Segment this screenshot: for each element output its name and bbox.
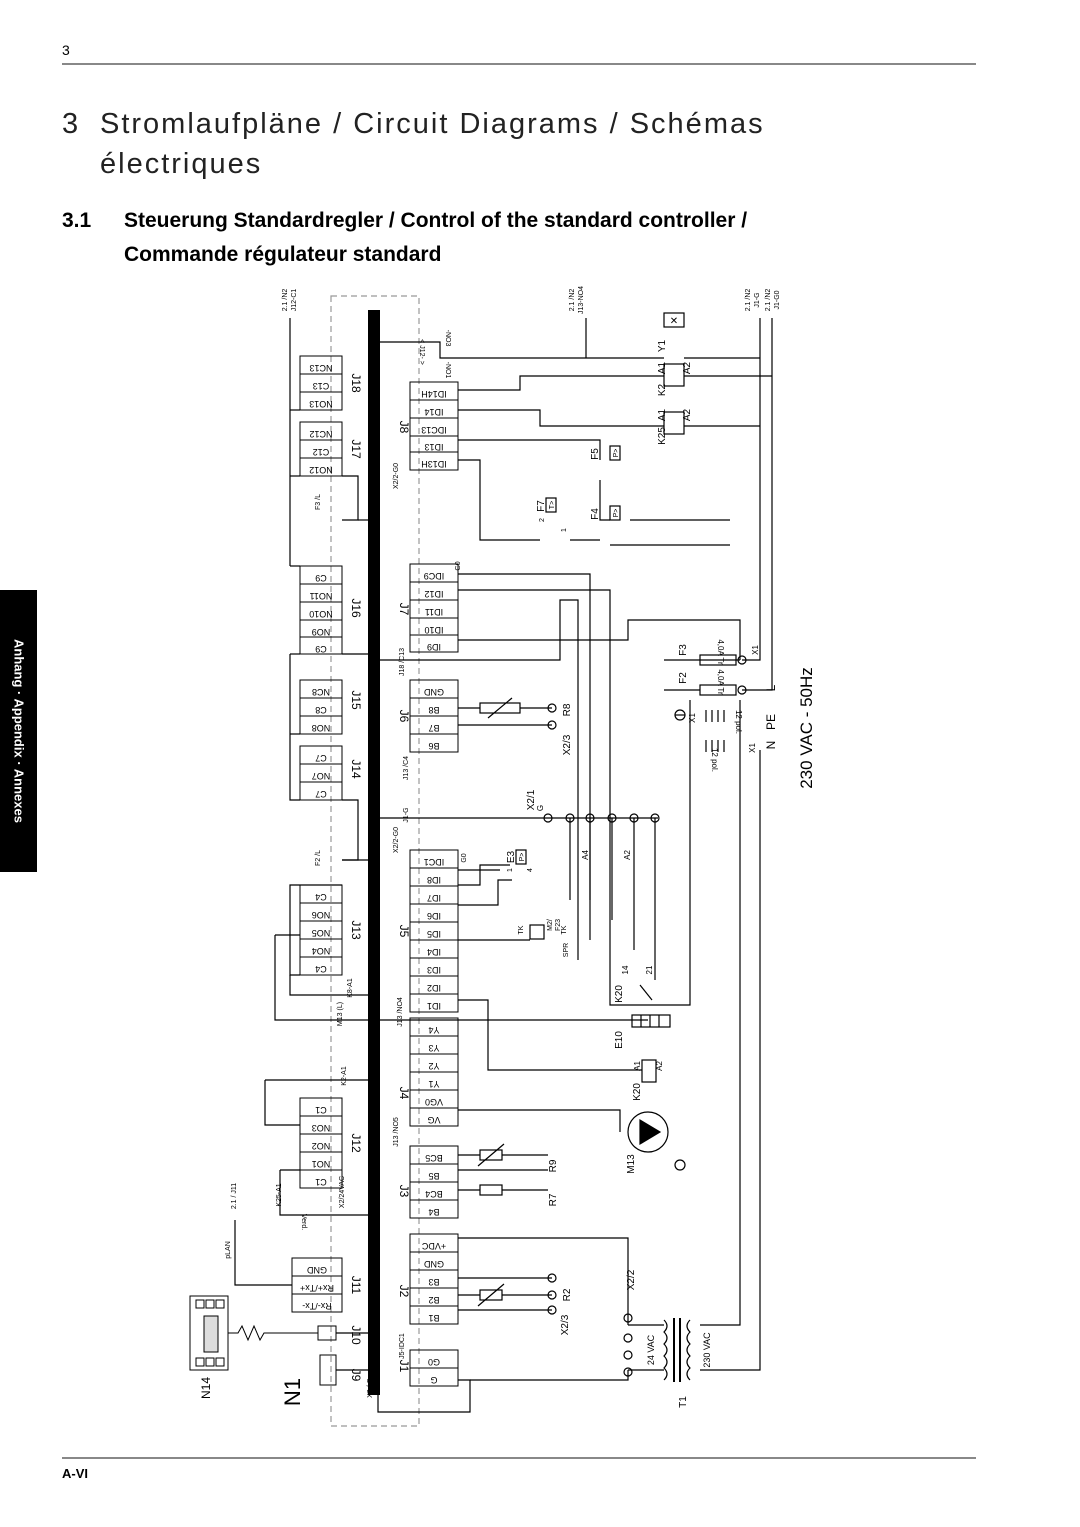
connector-label-j10: J10 — [349, 1325, 363, 1345]
connector-label-j14: J14 — [349, 759, 363, 779]
wire-label: Verd. — [300, 1213, 307, 1231]
component-label: T1 — [678, 1396, 689, 1408]
pin-label: NO9 — [311, 627, 331, 637]
component-label: F23 — [555, 918, 562, 932]
component-label: TK — [518, 925, 525, 935]
page-number: 3 — [62, 42, 70, 58]
chapter-title-line1: Stromlaufpläne / Circuit Diagrams / Schémas — [100, 108, 765, 140]
relay-k20-coil — [642, 1060, 656, 1082]
component-label: X2/1 — [526, 789, 537, 811]
pin-label: Y1 — [428, 1079, 440, 1089]
component-label: P> — [519, 852, 526, 862]
component-label: TK — [561, 925, 568, 935]
wire-label: J13 /NO4 — [397, 997, 404, 1027]
component-label: M13 — [626, 1154, 637, 1174]
wire-label: J18 /C13 — [399, 647, 406, 677]
pin-label: NO8 — [311, 723, 331, 733]
component-label: Y1 — [657, 339, 668, 353]
component-label: SPR — [563, 942, 570, 958]
component-label: 230 VAC — [702, 1332, 712, 1368]
footer-rule — [62, 1457, 976, 1459]
connector-label-j9: J9 — [349, 1368, 363, 1382]
component-label: X2/3 — [560, 1314, 571, 1336]
wire-label: K2-A1 — [341, 1066, 348, 1086]
connector-label-j13: J13 — [349, 920, 363, 940]
wire-label: F2 /L — [315, 850, 322, 866]
pin-label: NO2 — [311, 1141, 331, 1151]
pin-label: NO11 — [309, 591, 333, 601]
component-label: M2/ — [547, 919, 554, 931]
wire-label: K25-A1 — [276, 1183, 283, 1207]
connector-label-j18: J18 — [349, 373, 363, 393]
wire-label: 2.1 /N2 — [569, 288, 576, 312]
connector-label-j1: J1 — [397, 1359, 411, 1373]
wire-label: -NO1 — [444, 361, 451, 379]
section-number: 3.1 — [62, 209, 92, 232]
pin-label: NO3 — [311, 1123, 331, 1133]
pin-label: ID4 — [426, 947, 442, 957]
pin-label: ID1 — [426, 1001, 442, 1011]
pin-label: GND — [424, 687, 444, 697]
component-label: 4,0A Tr — [716, 669, 725, 695]
component-label: K25 — [657, 427, 668, 445]
wire-label: M13 (L) — [337, 1001, 344, 1027]
connector-label-j15: J15 — [349, 690, 363, 710]
connector-label-j4: J4 — [397, 1086, 411, 1100]
wire-label: X2 / G — [367, 1378, 374, 1398]
pin-label: VG0 — [424, 1097, 444, 1107]
pin-label: Y4 — [428, 1025, 440, 1035]
component-label: 1 — [507, 868, 514, 872]
wire-label: X2/24VAC — [339, 1175, 346, 1209]
pin-label: C13 — [312, 381, 330, 391]
component-label: X2/3 — [562, 734, 573, 756]
pin-label: ID7 — [426, 893, 442, 903]
component-label: 21 — [645, 965, 654, 975]
component-label: L — [764, 684, 778, 692]
pin-label: B8 — [428, 705, 440, 715]
wire-label: G0 — [461, 853, 468, 863]
pin-label: C1 — [315, 1105, 327, 1115]
component-label: T> — [549, 500, 556, 510]
chapter-number: 3 — [62, 108, 81, 140]
component-label: P> — [613, 448, 620, 458]
component-label: A4 — [581, 850, 590, 860]
heater-e10 — [632, 1015, 670, 1027]
component-label: N — [764, 740, 778, 750]
component-label: 14 — [621, 965, 630, 975]
pin-label: +VDC — [421, 1241, 447, 1251]
component-label: 12 pol. — [710, 747, 719, 773]
chapter-title-line2: électriques — [100, 148, 263, 180]
component-label: R7 — [548, 1193, 559, 1207]
pin-label: NO4 — [311, 946, 331, 956]
component-label: X2/2 — [626, 1269, 637, 1291]
pin-label: ID14 — [424, 407, 444, 417]
component-label: P> — [613, 508, 620, 518]
pin-label: NO1 — [311, 1159, 331, 1169]
wire-label: J13-NO4 — [578, 285, 585, 315]
pin-label: NO7 — [311, 771, 331, 781]
connector-label-j8: J8 — [397, 420, 411, 434]
wire-label: 2.1 / J11 — [231, 1182, 238, 1210]
component-label: R2 — [562, 1288, 573, 1302]
component-label: A2 — [682, 408, 693, 422]
component-label: F4 — [590, 508, 601, 520]
pin-label: C4 — [315, 964, 327, 974]
pin-label: B6 — [428, 741, 440, 751]
wire-label: J1-G — [754, 292, 761, 308]
pin-label: GND — [307, 1265, 327, 1275]
component-label: E3 — [506, 850, 517, 864]
pin-label: ID13 — [424, 442, 444, 452]
component-label: A2 — [623, 850, 632, 860]
pin-label: NC12 — [309, 429, 333, 439]
component-label: A1 — [657, 408, 668, 422]
pin-label: C8 — [315, 705, 327, 715]
pin-label: C12 — [312, 447, 330, 457]
component-label: A1 — [633, 1061, 642, 1071]
pin-label: B1 — [428, 1313, 440, 1323]
wire-label: J1-G — [403, 807, 410, 823]
pin-label: NO13 — [309, 399, 333, 409]
pin-label: ID6 — [426, 911, 442, 921]
wire-label: J13 /NO5 — [393, 1117, 400, 1147]
component-label: A1 — [657, 361, 668, 375]
footer-page-code: A-VI — [62, 1466, 88, 1481]
connector-label-j5: J5 — [397, 924, 411, 938]
component-label: R9 — [548, 1159, 559, 1173]
pin-label: NC13 — [309, 363, 333, 373]
pin-label: Rx-/Tx- — [302, 1301, 332, 1311]
wire-label: X2/2-G0 — [393, 826, 400, 854]
controller-label-n1: N1 — [280, 1377, 305, 1407]
wire-label: -NO3 — [444, 329, 451, 347]
component-label: K20 — [614, 985, 625, 1003]
pin-label: GND — [424, 1259, 444, 1269]
resistor-r7 — [480, 1185, 502, 1195]
pin-label: VG — [427, 1115, 441, 1125]
connector-label-j3: J3 — [397, 1184, 411, 1198]
pin-label: NO6 — [311, 910, 331, 920]
pin-label: ID12 — [424, 589, 444, 599]
controller-bus — [368, 310, 380, 1395]
connector-label-j7: J7 — [397, 602, 411, 616]
pin-label: C9 — [315, 573, 327, 583]
wire-label: F3 /L — [315, 494, 322, 510]
pin-label: ID9 — [426, 642, 442, 652]
pin-label: B5 — [428, 1171, 440, 1181]
pin-label: C7 — [315, 753, 327, 763]
pin-label: G — [430, 1375, 438, 1385]
pin-label: Y2 — [428, 1061, 440, 1071]
pin-label: ID13H — [421, 459, 447, 469]
pin-label: C1 — [315, 1177, 327, 1187]
pin-label: BC5 — [425, 1153, 443, 1163]
component-label: K20 — [632, 1083, 643, 1101]
pin-label: Y3 — [428, 1043, 440, 1053]
pin-label: C4 — [315, 892, 327, 902]
component-label: X1 — [751, 645, 760, 655]
pin-label: B2 — [428, 1295, 440, 1305]
component-label: 4 — [527, 868, 534, 872]
component-label: E10 — [614, 1031, 625, 1049]
pin-label: ID8 — [426, 875, 442, 885]
wire-label: J5-IDC1 — [399, 1333, 406, 1359]
wire-label: 2.1 /N2 — [282, 288, 289, 312]
component-label: F2 — [678, 672, 689, 684]
wire-label: J1-G0 — [774, 290, 781, 310]
component-label: K2 — [657, 383, 668, 397]
pin-label: ID10 — [424, 625, 444, 635]
component-label: 2 — [539, 518, 546, 522]
connector-label-j2: J2 — [397, 1284, 411, 1298]
component-label: X1 — [748, 743, 757, 753]
connector-label-j17: J17 — [349, 439, 363, 459]
pin-label: NO10 — [309, 609, 333, 619]
pin-label: B3 — [428, 1277, 440, 1287]
pin-label: ID5 — [426, 929, 442, 939]
pin-label: IDC1 — [423, 857, 445, 867]
component-label: F5 — [590, 448, 601, 460]
pin-label: ID3 — [426, 965, 442, 975]
pin-label: B4 — [428, 1207, 440, 1217]
pin-label: NC8 — [311, 687, 331, 697]
pin-label: NO12 — [309, 465, 333, 475]
transformer-t1 — [664, 1320, 667, 1380]
component-label: PE — [764, 713, 778, 731]
pin-label: ID11 — [424, 607, 444, 617]
wire-label: J12-C1 — [291, 288, 298, 312]
component-label: 1 — [561, 528, 568, 532]
wire-label: K8-A1 — [347, 978, 354, 998]
component-label: 12 pol. — [734, 709, 743, 735]
component-label: 4,0A Tr — [716, 639, 725, 665]
connector-label-j12: J12 — [349, 1133, 363, 1153]
wire-label: < J12- > — [418, 339, 425, 365]
pin-label: NO5 — [311, 928, 331, 938]
wire-label: X2/2-G0 — [393, 462, 400, 490]
wire-label: 2.1 /N2 — [745, 288, 752, 312]
component-label: F3 — [678, 644, 689, 656]
pin-label: C7 — [315, 789, 327, 799]
display-label-n14: N14 — [199, 1376, 213, 1400]
pin-label: C9 — [315, 644, 327, 654]
connector-label-j11: J11 — [349, 1275, 363, 1295]
pin-label: IDC9 — [423, 571, 445, 581]
component-label: 24 VAC — [646, 1334, 656, 1366]
wire-label: J13 /C4 — [403, 755, 410, 781]
pin-label: G0 — [427, 1357, 441, 1367]
wire-label: pLAN — [225, 1241, 232, 1259]
display-unit-n14 — [190, 1296, 318, 1370]
side-tab-label: Anhang · Appendix · Annexes — [11, 639, 26, 823]
wire-label: G0 — [455, 561, 462, 571]
component-label: F7 — [536, 500, 547, 512]
svg-text:✕: ✕ — [669, 316, 679, 327]
section-title-line2: Commande régulateur standard — [124, 243, 442, 266]
component-label: X1 — [688, 713, 697, 723]
component-label: A2 — [682, 361, 693, 375]
component-label: G — [536, 804, 545, 812]
connector-label-j16: J16 — [349, 598, 363, 618]
wire-label: 2.1 /N2 — [765, 288, 772, 312]
pin-label: IDC13 — [421, 425, 447, 435]
pin-label: Rx+/Tx+ — [299, 1283, 335, 1293]
pin-label: ID2 — [426, 983, 442, 993]
pin-label: B7 — [428, 723, 440, 733]
pin-label: BC4 — [425, 1189, 443, 1199]
section-title-line1: Steuerung Standardregler / Control of the standard controller / — [124, 209, 748, 232]
supply-voltage-label: 230 VAC - 50Hz — [797, 667, 816, 789]
component-label: A2 — [655, 1061, 664, 1071]
component-label: R8 — [562, 703, 573, 717]
connector-label-j6: J6 — [397, 709, 411, 723]
pin-label: ID14H — [421, 389, 447, 399]
